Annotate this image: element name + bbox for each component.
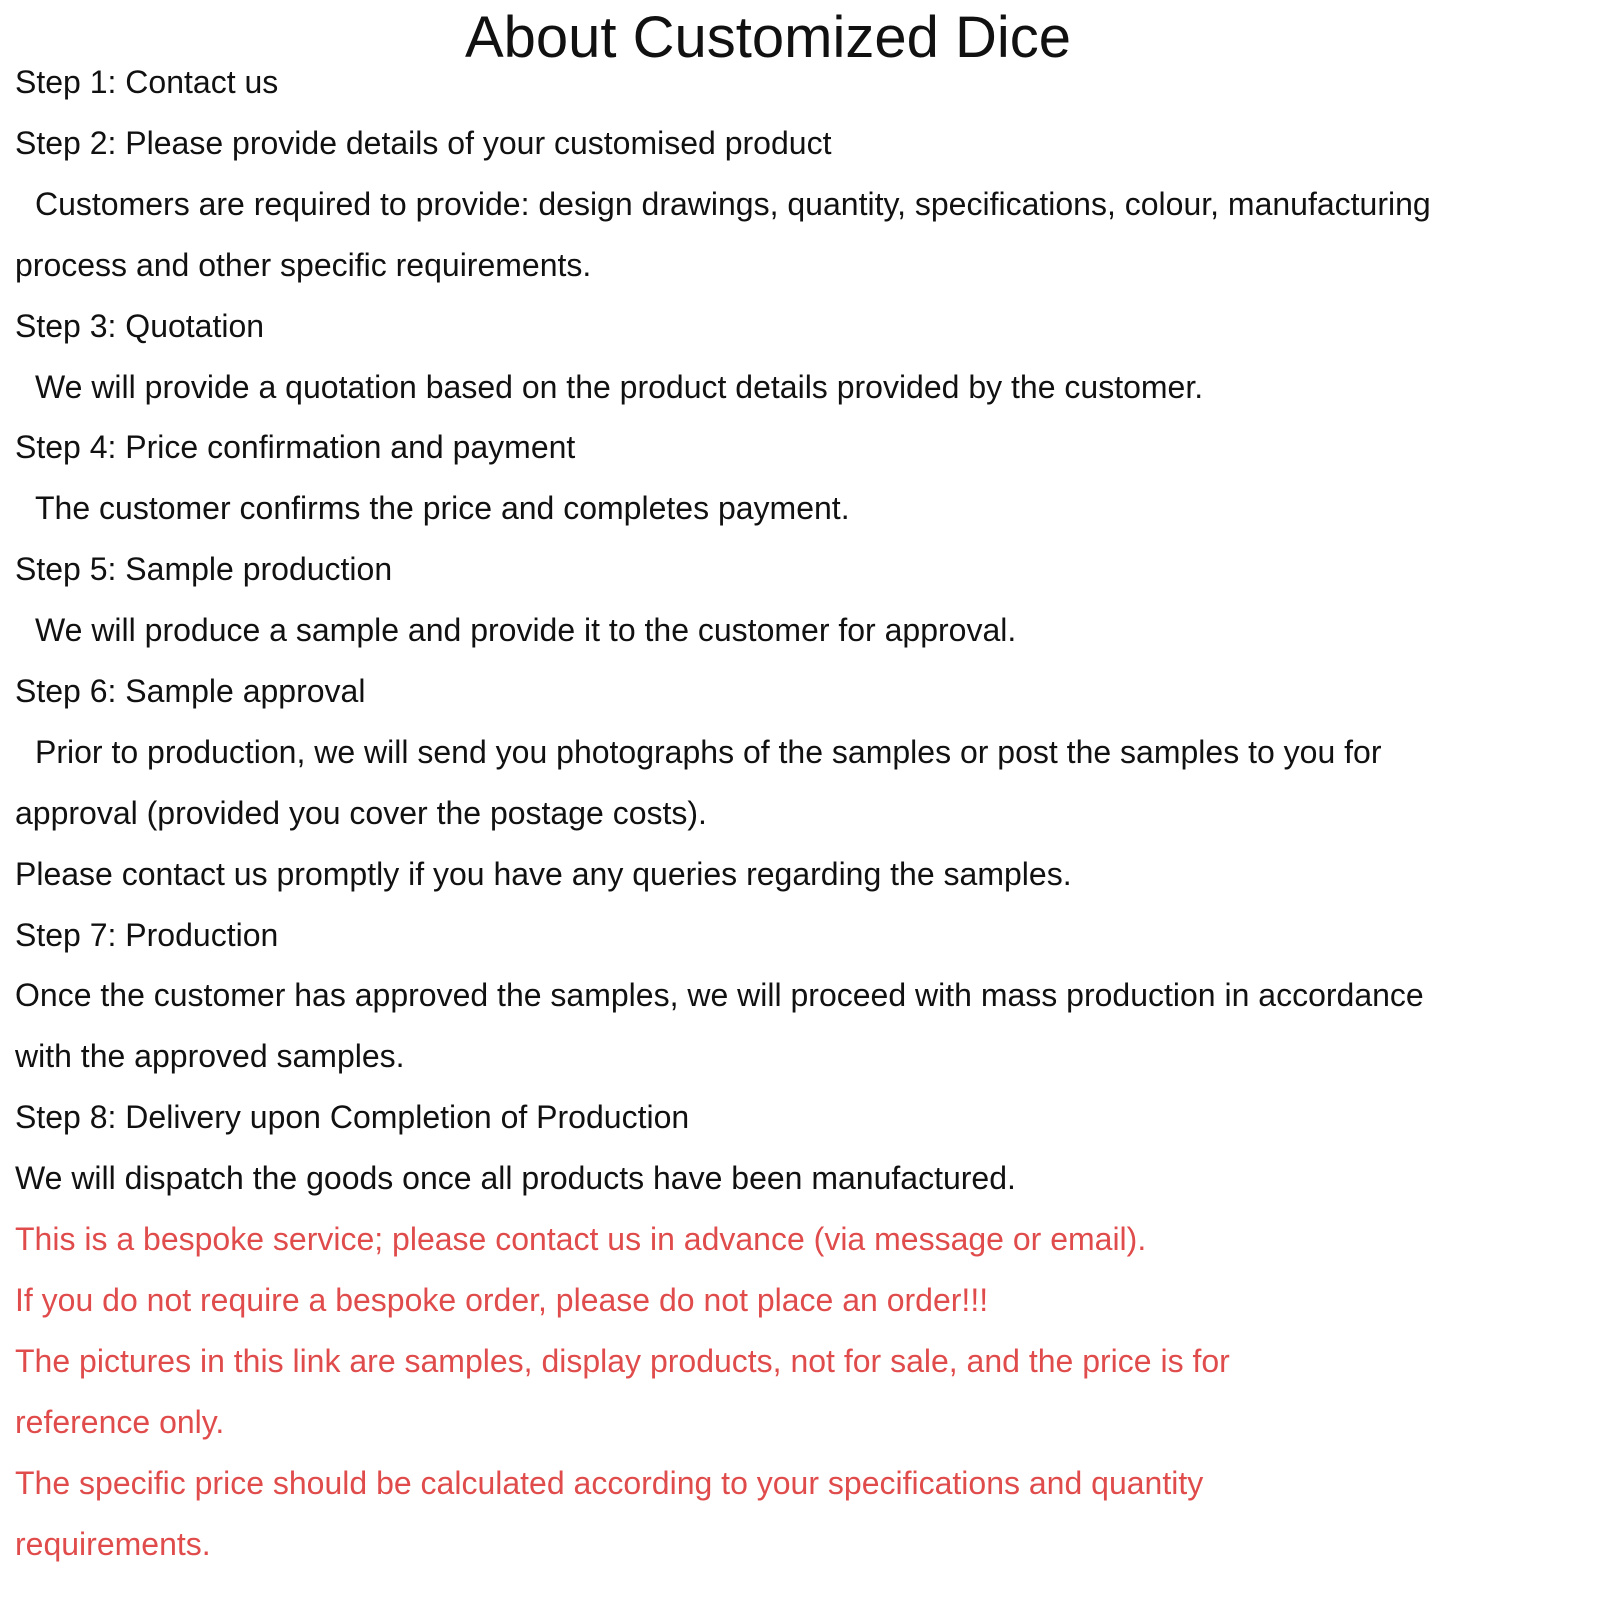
step-6-detail: Prior to production, we will send you photographs of the samples or post the samples to you for [35, 734, 1382, 770]
step-7-heading: Step 7: Production [15, 917, 279, 953]
step-5-detail: We will produce a sample and provide it to the customer for approval. [35, 612, 1017, 648]
step-2-detail: Customers are required to provide: design drawings, quantity, specifications, colour, manufacturing [35, 186, 1431, 222]
notice-bespoke-service: This is a bespoke service; please contact us in advance (via message or email). [15, 1221, 1147, 1257]
notice-price-continued: requirements. [15, 1526, 211, 1562]
step-1-heading: Step 1: Contact us [15, 64, 279, 100]
notice-samples-continued: reference only. [15, 1404, 225, 1440]
notice-samples: The pictures in this link are samples, display products, not for sale, and the price is for [15, 1343, 1230, 1379]
step-6-detail-continued: approval (provided you cover the postage costs). [15, 795, 707, 831]
step-2-heading: Step 2: Please provide details of your customised product [15, 125, 832, 161]
step-4-heading: Step 4: Price confirmation and payment [15, 429, 576, 465]
step-6-heading: Step 6: Sample approval [15, 673, 366, 709]
step-8-detail: We will dispatch the goods once all products have been manufactured. [15, 1160, 1016, 1196]
page-title: About Customized Dice [464, 5, 1072, 70]
step-4-detail: The customer confirms the price and completes payment. [35, 490, 850, 526]
step-5-heading: Step 5: Sample production [15, 551, 393, 587]
step-6-note: Please contact us promptly if you have any queries regarding the samples. [15, 856, 1072, 892]
step-8-heading: Step 8: Delivery upon Completion of Production [15, 1099, 690, 1135]
step-3-detail: We will provide a quotation based on the product details provided by the customer. [35, 369, 1204, 405]
step-2-detail-continued: process and other specific requirements. [15, 247, 592, 283]
step-3-heading: Step 3: Quotation [15, 308, 265, 344]
step-7-detail: Once the customer has approved the samples, we will proceed with mass production in accordance [15, 977, 1424, 1013]
notice-price: The specific price should be calculated according to your specifications and quantity [15, 1465, 1204, 1501]
notice-no-order: If you do not require a bespoke order, please do not place an order!!! [15, 1282, 989, 1318]
step-7-detail-continued: with the approved samples. [15, 1038, 405, 1074]
